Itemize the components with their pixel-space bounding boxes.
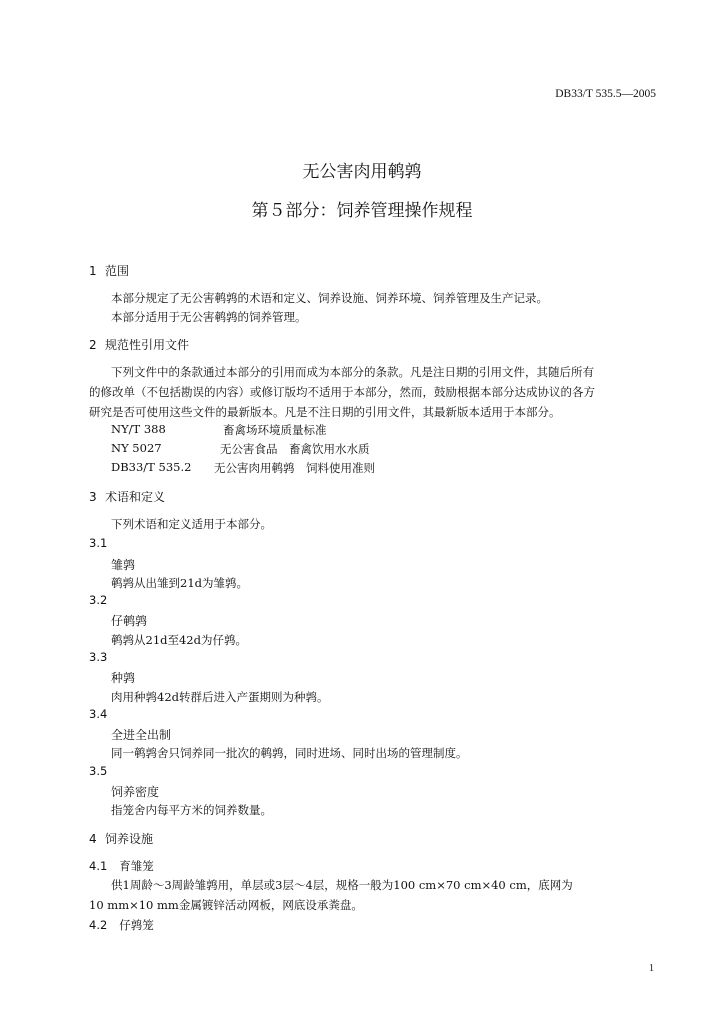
term-number: 3.2 xyxy=(89,593,108,607)
paragraph: 下列术语和定义适用于本部分。 xyxy=(111,517,272,531)
paragraph-line: 研究是否可使用这些文件的最新版本。凡是不注日期的引用文件，其最新版本适用于本部分。 xyxy=(89,405,561,419)
term-number: 3.4 xyxy=(89,707,108,721)
term-name: 全进全出制 xyxy=(111,728,172,742)
term-definition: 鹌鹑从出雏到21d为雏鹑。 xyxy=(111,576,248,590)
page-number: 1 xyxy=(649,963,654,974)
section-number: 2 xyxy=(89,338,97,352)
section-2-heading xyxy=(89,336,189,353)
term-definition: 同一鹌鹑舍只饲养同一批次的鹌鹑，同时进场、同时出场的管理制度。 xyxy=(111,746,468,760)
subsection-number: 4.2 xyxy=(89,918,108,932)
term-name: 种鹑 xyxy=(111,671,136,685)
reference-code: DB33/T 535.2 xyxy=(111,460,192,474)
section-title: 规范性引用文件 xyxy=(105,338,190,352)
document-number: DB33/T 535.5—2005 xyxy=(555,88,656,100)
subsection-4-1-heading xyxy=(89,858,154,874)
term-definition: 肉用种鹑42d转群后进入产蛋期则为种鹑。 xyxy=(111,690,329,704)
paragraph-line: 10 mm×10 mm金属镀锌活动网板，网底设承粪盘。 xyxy=(89,898,363,912)
section-number: 1 xyxy=(89,264,97,278)
subsection-title: 育雏笼 xyxy=(119,859,154,873)
section-1-heading xyxy=(89,262,129,279)
reference-name: 无公害食品 畜禽饮用水水质 xyxy=(220,442,370,456)
section-number: 3 xyxy=(89,490,97,504)
paragraph-line: 下列文件中的条款通过本部分的引用而成为本部分的条款。凡是注日期的引用文件，其随后所有 xyxy=(111,365,594,379)
paragraph: 本部分适用于无公害鹌鹑的饲养管理。 xyxy=(111,310,307,324)
document-subtitle: 第５部分：饲养管理操作规程 xyxy=(251,201,473,221)
term-definition: 鹌鹑从21d至42d为仔鹑。 xyxy=(111,633,247,647)
section-3-heading xyxy=(89,488,165,505)
term-name: 雏鹑 xyxy=(111,558,136,572)
section-4-heading xyxy=(89,830,153,847)
subsection-4-2-heading xyxy=(89,917,154,933)
section-title: 术语和定义 xyxy=(105,490,166,504)
term-definition: 指笼舍内每平方米的饲养数量。 xyxy=(111,803,272,817)
term-number: 3.5 xyxy=(89,764,108,778)
subsection-title: 仔鹑笼 xyxy=(119,918,154,932)
reference-code: NY 5027 xyxy=(111,441,162,455)
paragraph: 本部分规定了无公害鹌鹑的术语和定义、饲养设施、饲养环境、饲养管理及生产记录。 xyxy=(111,291,548,305)
section-number: 4 xyxy=(89,832,97,846)
term-name: 仔鹌鹑 xyxy=(111,614,148,628)
term-number: 3.1 xyxy=(89,536,108,550)
term-name: 饲养密度 xyxy=(111,785,160,799)
reference-name: 无公害肉用鹌鹑 饲料使用准则 xyxy=(214,461,375,475)
document-title: 无公害肉用鹌鹑 xyxy=(302,162,422,182)
subsection-number: 4.1 xyxy=(89,859,108,873)
section-title: 饲养设施 xyxy=(105,832,154,846)
section-title: 范围 xyxy=(105,264,130,278)
paragraph-line: 的修改单（不包括勘误的内容）或修订版均不适用于本部分，然而，鼓励根据本部分达成协议的各方 xyxy=(89,385,595,399)
reference-name: 畜禽场环境质量标准 xyxy=(223,423,327,437)
term-number: 3.3 xyxy=(89,650,108,664)
paragraph-line: 供1周龄～3周龄雏鹑用，单层或3层～4层，规格一般为100 cm×70 cm×40 cm，底网为 xyxy=(111,878,573,892)
reference-code: NY/T 388 xyxy=(111,422,166,436)
